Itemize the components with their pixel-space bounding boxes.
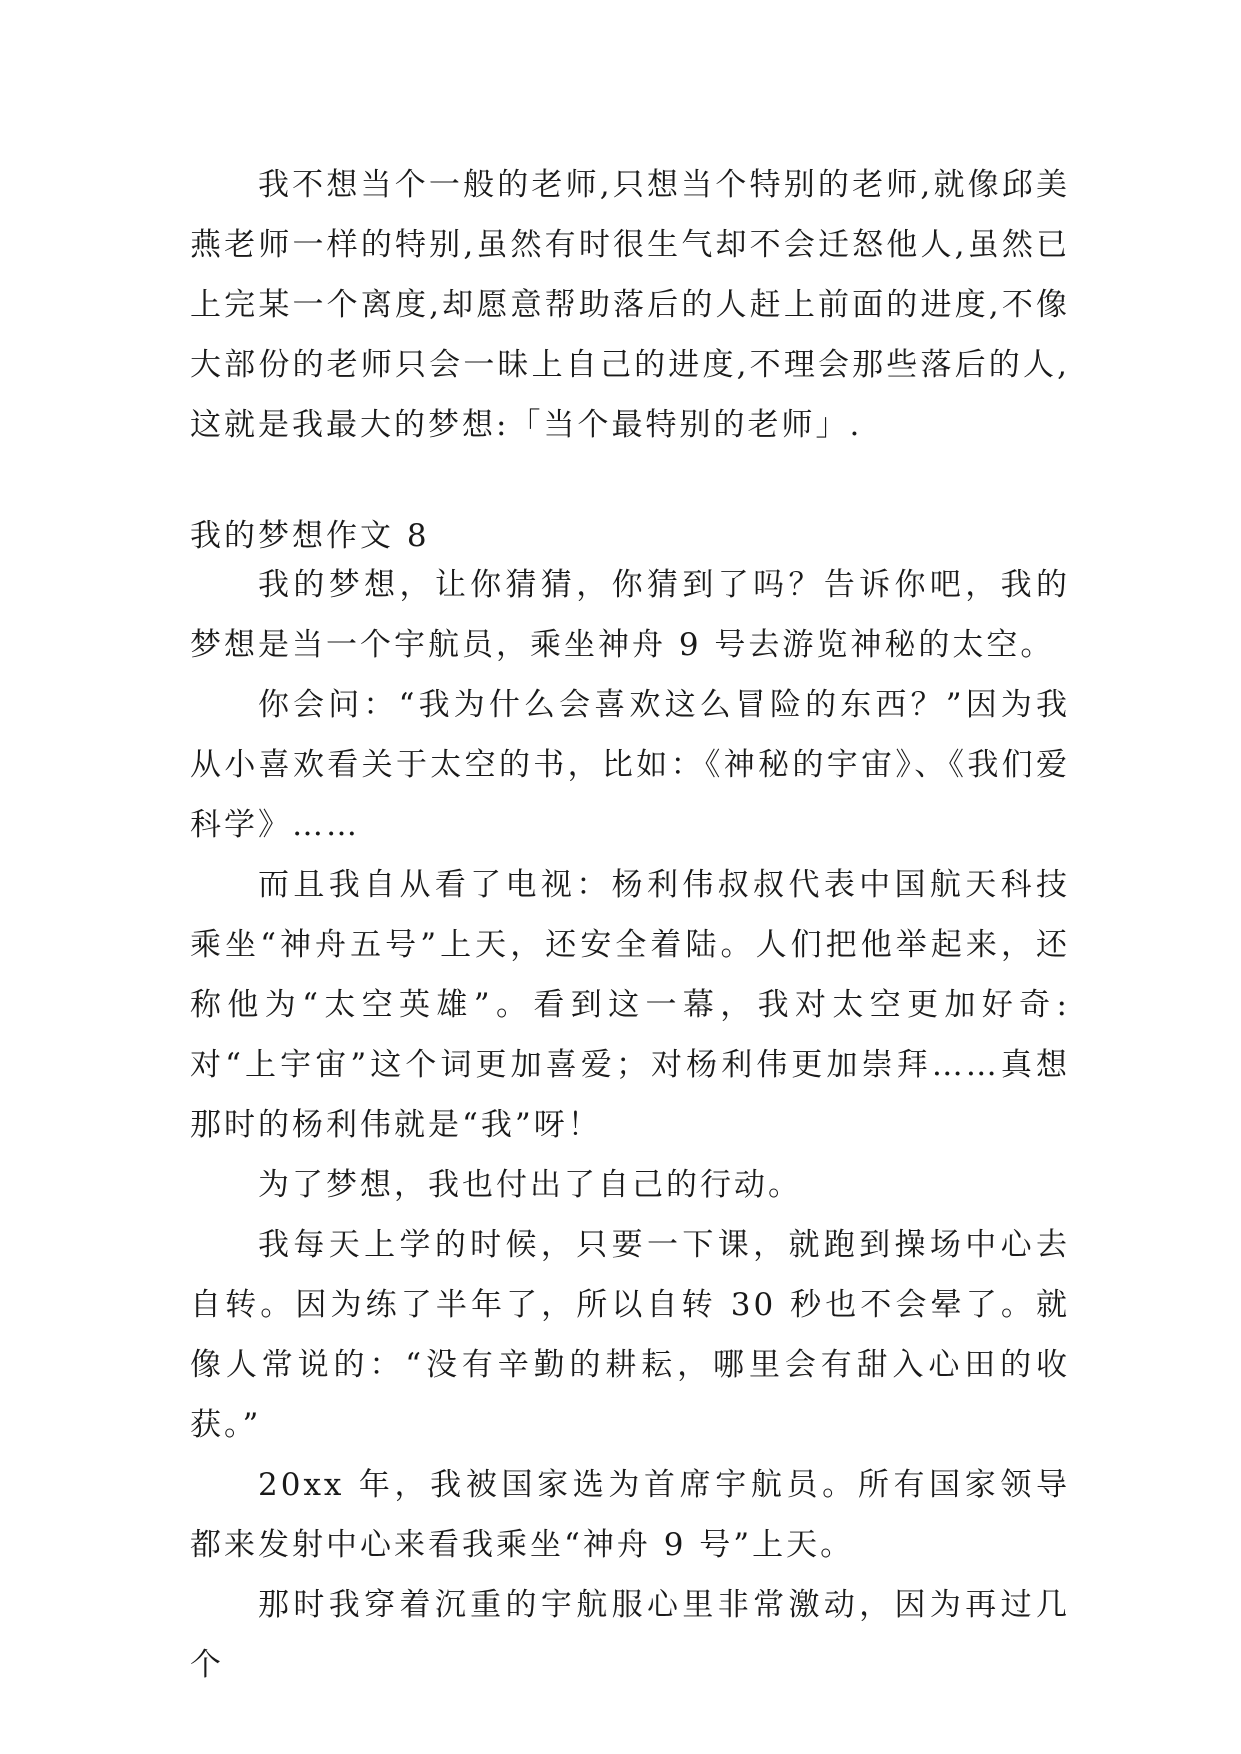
intro-paragraph: 我不想当个一般的老师,只想当个特别的老师,就像邱美燕老师一样的特别,虽然有时很生气却不会迁怒他人,虽然已上完某一个离度,却愿意帮助落后的人赶上前面的进度,不像大部份的老师只会一昧上自己的进度,不理会那些落后的人,这就是我最大的梦想:「当个最特别的老师」. — [190, 167, 1070, 443]
body-paragraph: 为了梦想，我也付出了自己的行动。 — [258, 1167, 802, 1203]
body-paragraph: 而且我自从看了电视：杨利伟叔叔代表中国航天科技乘坐“神舟五号”上天，还安全着陆。人们把他举起来，还称他为“太空英雄”。看到这一幕，我对太空更加好奇: 对“上宇宙”这个词更加喜爱；对杨利伟更加崇拜……真想那时的杨利伟就是“我”呀！ — [190, 867, 1070, 1143]
body-paragraph: 我每天上学的时候，只要一下课，就跑到操场中心去自转。因为练了半年了，所以自转 30 秒也不会晕了。就像人常说的：“没有辛勤的耕耘，哪里会有甜入心田的收获。” — [190, 1227, 1070, 1443]
essay-body — [190, 555, 1070, 1695]
intro-section — [190, 155, 1070, 455]
body-paragraph: 你会问：“我为什么会喜欢这么冒险的东西？”因为我从小喜欢看关于太空的书，比如：《神秘的宇宙》、《我们爱科学》…… — [190, 687, 1070, 843]
body-paragraph: 20xx 年，我被国家选为首席宇航员。所有国家领导都来发射中心来看我乘坐“神舟 9 号”上天。 — [190, 1467, 1070, 1563]
body-paragraph: 那时我穿着沉重的宇航服心里非常激动，因为再过几个 — [190, 1587, 1070, 1683]
section-heading: 我的梦想作文 8 — [190, 518, 430, 554]
body-paragraph: 我的梦想，让你猜猜，你猜到了吗？告诉你吧，我的梦想是当一个宇航员，乘坐神舟 9 号去游览神秘的太空。 — [190, 567, 1070, 663]
